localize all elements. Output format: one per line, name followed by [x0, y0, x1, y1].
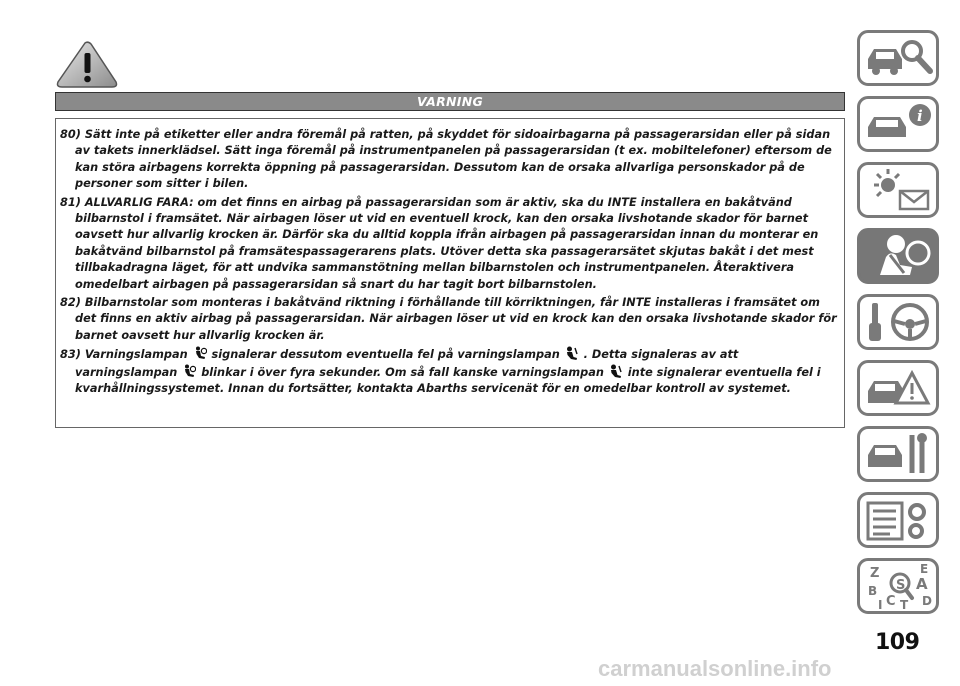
list-gears-icon: [860, 495, 936, 545]
alphabet-index-icon: [860, 561, 936, 611]
paragraph-83-text-2: signalerar dessutom eventuella fel på varningslampan: [207, 348, 564, 362]
key-steering-wheel-icon: [860, 297, 936, 347]
side-tab-navigation: [857, 30, 939, 624]
airbag-warning-lamp-icon: [182, 364, 196, 379]
tab-car-overview[interactable]: [857, 30, 939, 86]
car-tools-icon: [860, 429, 936, 479]
watermark: carmanualsonline.info: [598, 656, 832, 681]
seat-airbag-icon: [860, 231, 936, 281]
paragraph-83-text-5: inte signalerar eventuella fel i kvarhållningssystemet. Innan du fortsätter, kontakta Abarths servicenät för en omedelbar kontroll av systemet.: [75, 365, 821, 396]
car-warning-icon: [860, 363, 936, 413]
warning-content-box: [55, 118, 845, 428]
car-info-icon: [860, 99, 936, 149]
paragraph-81: 81) ALLVARLIG FARA: om det finns en airbag på passagerarsidan som är aktiv, ska du INTE installera en bakåtvänd bilbarnstol i framsätet. När airbagen löser ut vid en eventuell krock, kan den orsaka livshotande skador för barnet oavsett hur allvarlig krocken är. Därför ska du alltid koppla ifrån airbagen på passagerarsidan innan du monterar en bakåtvänd bilbarnstol på framsätespassagerarens plats. Utöver detta ska passagerarsätet skjutas bakåt i det mest tillbakadragna läget, för att undvika sammanstötning mellan bilbarnstolen och instrumentpanelen. Återaktivera omedelbart airbagen på passagerarsidan så snart du har tagit bort bilbarnstolen.: [60, 195, 819, 291]
passenger-airbag-lamp-icon: [609, 364, 623, 379]
airbag-warning-lamp-icon: [193, 346, 207, 361]
index-letter-z: Z: [870, 566, 880, 581]
index-letter-a: A: [916, 575, 928, 593]
paragraph-83-text-4: blinkar i över fyra sekunder. Om så fall kanske varningslampan: [197, 365, 608, 379]
tab-lights-messages[interactable]: [857, 162, 939, 218]
tab-technical-data[interactable]: [857, 492, 939, 548]
tab-starting-driving[interactable]: [857, 294, 939, 350]
index-letter-t: T: [900, 598, 909, 611]
paragraph-83-text-1: 83) Varningslampan: [60, 348, 192, 362]
warning-header-bar: [55, 92, 845, 111]
index-letter-b: B: [868, 584, 878, 598]
index-letter-e: E: [920, 562, 929, 576]
svg-text:i: i: [917, 107, 923, 125]
paragraph-82: 82) Bilbarnstolar som monteras i bakåtvänd riktning i förhållande till körriktningen, får INTE installeras i framsätet om det finns en aktiv airbag på passagerarsidan. När airbagen löser ut vid en krock kan den orsaka livshotande skador för barnet oavsett hur allvarlig krocken är.: [60, 296, 837, 342]
index-letter-c: C: [886, 594, 896, 609]
tab-safety[interactable]: [857, 228, 939, 284]
warning-title: VARNING: [416, 94, 484, 109]
tab-emergency[interactable]: [857, 360, 939, 416]
tab-car-info[interactable]: [857, 96, 939, 152]
index-letter-s: S: [896, 578, 906, 593]
tab-alphabetical-index[interactable]: [857, 558, 939, 614]
paragraph-83-text-3: . Detta signaleras av att varningslampan: [75, 348, 739, 379]
passenger-airbag-lamp-icon: [565, 346, 579, 361]
warning-triangle-icon: [54, 40, 120, 90]
paragraph-80: 80) Sätt inte på etiketter eller andra föremål på ratten, på skyddet för sidoairbagarna på passagerarsidan eller på sidan av takets innerklädsel. Sätt inga föremål på instrumentpanelen på passagerarsidan (t ex. mobiltelefoner) eftersom de kan störa airbagens korrekta öppning på passagerarsidan. Dessutom kan de orsaka allvarliga personskador på de personer som sitter i bilen.: [60, 128, 832, 191]
paragraph-83: [60, 346, 838, 397]
index-letter-i: I: [878, 598, 883, 611]
page-number: 109: [875, 630, 920, 655]
car-search-icon: [860, 33, 936, 83]
light-mail-icon: [860, 165, 936, 215]
tab-maintenance[interactable]: [857, 426, 939, 482]
index-letter-d: D: [922, 594, 932, 608]
